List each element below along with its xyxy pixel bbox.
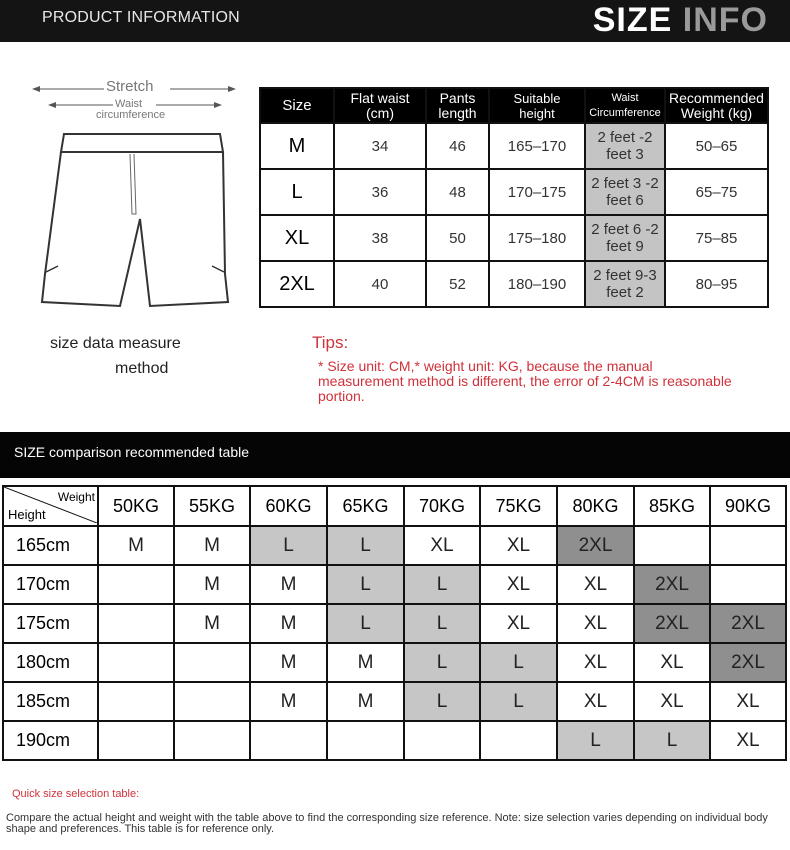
corner-cell xyxy=(3,486,98,526)
pants-length-cell: 50 xyxy=(426,215,489,261)
size-rec-cell: M xyxy=(174,565,250,604)
size-rec-cell: L xyxy=(634,721,710,760)
size-rec-cell: L xyxy=(480,643,557,682)
flat-waist-cell: 34 xyxy=(334,123,426,169)
size-rec-cell: XL xyxy=(710,682,786,721)
size-rec-cell xyxy=(327,721,404,760)
comparison-header-row xyxy=(3,486,786,526)
suitable-height-cell: 175–180 xyxy=(489,215,585,261)
height-cell: 175cm xyxy=(3,604,98,643)
recommended-weight-cell: 65–75 xyxy=(665,169,768,215)
size-rec-cell: M xyxy=(250,682,327,721)
size-rec-cell: M xyxy=(250,643,327,682)
header-line: Size xyxy=(282,97,312,114)
pants-length-cell: 48 xyxy=(426,169,489,215)
size-header-size xyxy=(260,88,334,123)
comparison-title-bar xyxy=(0,432,790,478)
size-rec-cell xyxy=(98,721,174,760)
size-rec-cell: L xyxy=(404,604,480,643)
product-information-title: PRODUCT INFORMATION xyxy=(42,9,240,26)
size-rec-cell: 2XL xyxy=(634,565,710,604)
size-rec-cell: M xyxy=(327,643,404,682)
size-rec-cell: XL xyxy=(557,682,634,721)
size-rec-cell: L xyxy=(557,721,634,760)
size-row-xl xyxy=(260,215,768,261)
waist-label: Waist xyxy=(115,98,143,110)
size-cell: XL xyxy=(260,215,334,261)
size-rec-cell: XL xyxy=(404,526,480,565)
height-cell: 185cm xyxy=(3,682,98,721)
pants-length-cell: 52 xyxy=(426,261,489,307)
header-line: Weight (kg) xyxy=(680,104,753,121)
size-rec-cell: M xyxy=(174,526,250,565)
recommended-weight-cell: 50–65 xyxy=(665,123,768,169)
size-rec-cell xyxy=(710,565,786,604)
size-rec-cell: 2XL xyxy=(710,604,786,643)
size-header-pants-length xyxy=(426,88,489,123)
quick-selection-title: Quick size selection table: xyxy=(12,788,140,800)
size-info-title xyxy=(593,1,768,40)
size-rec-cell: XL xyxy=(710,721,786,760)
comparison-table xyxy=(2,485,787,761)
suitable-height-cell: 170–175 xyxy=(489,169,585,215)
tips-title: Tips: xyxy=(312,333,349,352)
suitable-height-cell: 180–190 xyxy=(489,261,585,307)
size-rec-cell: L xyxy=(250,526,327,565)
size-rec-cell xyxy=(634,526,710,565)
size-cell: M xyxy=(260,123,334,169)
size-rec-cell: XL xyxy=(557,643,634,682)
header-line: Suitable xyxy=(513,90,561,106)
size-rec-cell xyxy=(710,526,786,565)
waist-circumference-cell: 2 feet -2 feet 3 xyxy=(585,123,665,169)
size-rec-cell: L xyxy=(327,526,404,565)
size-cell: 2XL xyxy=(260,261,334,307)
size-rec-cell: XL xyxy=(557,565,634,604)
size-rec-cell: L xyxy=(404,565,480,604)
size-rec-cell: M xyxy=(250,604,327,643)
comparison-row-180 xyxy=(3,643,786,682)
header-line: Waist xyxy=(611,91,639,104)
size-rec-cell xyxy=(98,604,174,643)
height-cell: 180cm xyxy=(3,643,98,682)
header-line: Recommended xyxy=(669,89,764,106)
weight-header: 50KG xyxy=(98,486,174,526)
waist-circumference-cell: 2 feet 3 -2 feet 6 xyxy=(585,169,665,215)
size-rec-cell: XL xyxy=(634,643,710,682)
comparison-title: SIZE comparison recommended table xyxy=(14,444,249,460)
size-rec-cell: XL xyxy=(480,526,557,565)
comparison-row-185 xyxy=(3,682,786,721)
measure-caption-line1: size data measure xyxy=(50,335,181,352)
size-header-recommended-weight xyxy=(665,88,768,123)
comparison-note: Compare the actual height and weight with the table above to find the corresponding size reference. Note: size selection varies depending on individual body shape and preferences. This table is for reference only. xyxy=(6,812,768,835)
size-header-waist-circumference xyxy=(585,88,665,123)
size-rec-cell xyxy=(404,721,480,760)
header-line: (cm) xyxy=(366,104,394,121)
flat-waist-cell: 38 xyxy=(334,215,426,261)
size-rec-cell: XL xyxy=(634,682,710,721)
size-rec-cell xyxy=(480,721,557,760)
header-line: height xyxy=(519,105,555,121)
circumference-label: circumference xyxy=(96,109,166,121)
weight-header: 85KG xyxy=(634,486,710,526)
size-header-suitable-height xyxy=(489,88,585,123)
waist-circumference-cell: 2 feet 9-3 feet 2 xyxy=(585,261,665,307)
size-rec-cell: 2XL xyxy=(634,604,710,643)
weight-header: 75KG xyxy=(480,486,557,526)
header-bar xyxy=(0,0,790,42)
weight-header: 55KG xyxy=(174,486,250,526)
size-rec-cell xyxy=(98,565,174,604)
size-table-header-row xyxy=(260,88,768,123)
header-line: length xyxy=(438,104,477,121)
height-cell: 165cm xyxy=(3,526,98,565)
weight-header: 80KG xyxy=(557,486,634,526)
flat-waist-cell: 40 xyxy=(334,261,426,307)
size-rec-cell xyxy=(174,721,250,760)
size-rec-cell: L xyxy=(327,565,404,604)
corner-height-label: Height xyxy=(8,507,46,522)
size-rec-cell: M xyxy=(174,604,250,643)
size-row-m xyxy=(260,123,768,169)
size-rec-cell xyxy=(98,643,174,682)
weight-header: 90KG xyxy=(710,486,786,526)
size-rec-cell: L xyxy=(327,604,404,643)
size-rec-cell: XL xyxy=(480,604,557,643)
weight-header: 70KG xyxy=(404,486,480,526)
height-cell: 170cm xyxy=(3,565,98,604)
comparison-row-175 xyxy=(3,604,786,643)
size-rec-cell: XL xyxy=(480,565,557,604)
size-rec-cell: XL xyxy=(557,604,634,643)
flat-waist-cell: 36 xyxy=(334,169,426,215)
size-rec-cell: 2XL xyxy=(710,643,786,682)
comparison-row-165 xyxy=(3,526,786,565)
comparison-row-170 xyxy=(3,565,786,604)
size-rec-cell: M xyxy=(327,682,404,721)
size-rec-cell xyxy=(98,682,174,721)
size-rec-cell: L xyxy=(404,682,480,721)
measurement-diagram xyxy=(20,74,245,324)
header-line: Pants xyxy=(439,89,476,106)
tips-text: * Size unit: CM,* weight unit: KG, because the manual measurement method is different, the error of 2-4CM is reasonable portion. xyxy=(318,358,732,404)
stretch-label: Stretch xyxy=(106,78,154,95)
suitable-height-cell: 165–170 xyxy=(489,123,585,169)
size-row-l xyxy=(260,169,768,215)
size-table xyxy=(259,87,769,308)
size-cell: L xyxy=(260,169,334,215)
size-rec-cell xyxy=(250,721,327,760)
size-rec-cell xyxy=(174,682,250,721)
header-line: Circumference xyxy=(589,106,661,119)
size-rec-cell: M xyxy=(98,526,174,565)
waist-circumference-cell: 2 feet 6 -2 feet 9 xyxy=(585,215,665,261)
weight-header: 60KG xyxy=(250,486,327,526)
size-rec-cell: 2XL xyxy=(557,526,634,565)
weight-header: 65KG xyxy=(327,486,404,526)
header-line: Flat waist xyxy=(350,89,410,106)
size-info-title-b: INFO xyxy=(682,1,768,39)
size-rec-cell: M xyxy=(250,565,327,604)
size-rec-cell xyxy=(174,643,250,682)
size-info-title-a: SIZE xyxy=(592,1,673,39)
pants-length-cell: 46 xyxy=(426,123,489,169)
size-rec-cell: L xyxy=(404,643,480,682)
size-rec-cell: L xyxy=(480,682,557,721)
corner-weight-label: Weight xyxy=(57,490,95,504)
height-cell: 190cm xyxy=(3,721,98,760)
comparison-row-190 xyxy=(3,721,786,760)
recommended-weight-cell: 75–85 xyxy=(665,215,768,261)
recommended-weight-cell: 80–95 xyxy=(665,261,768,307)
size-row-2xl xyxy=(260,261,768,307)
measure-caption-line2: method xyxy=(115,360,169,377)
size-header-flat-waist xyxy=(334,88,426,123)
